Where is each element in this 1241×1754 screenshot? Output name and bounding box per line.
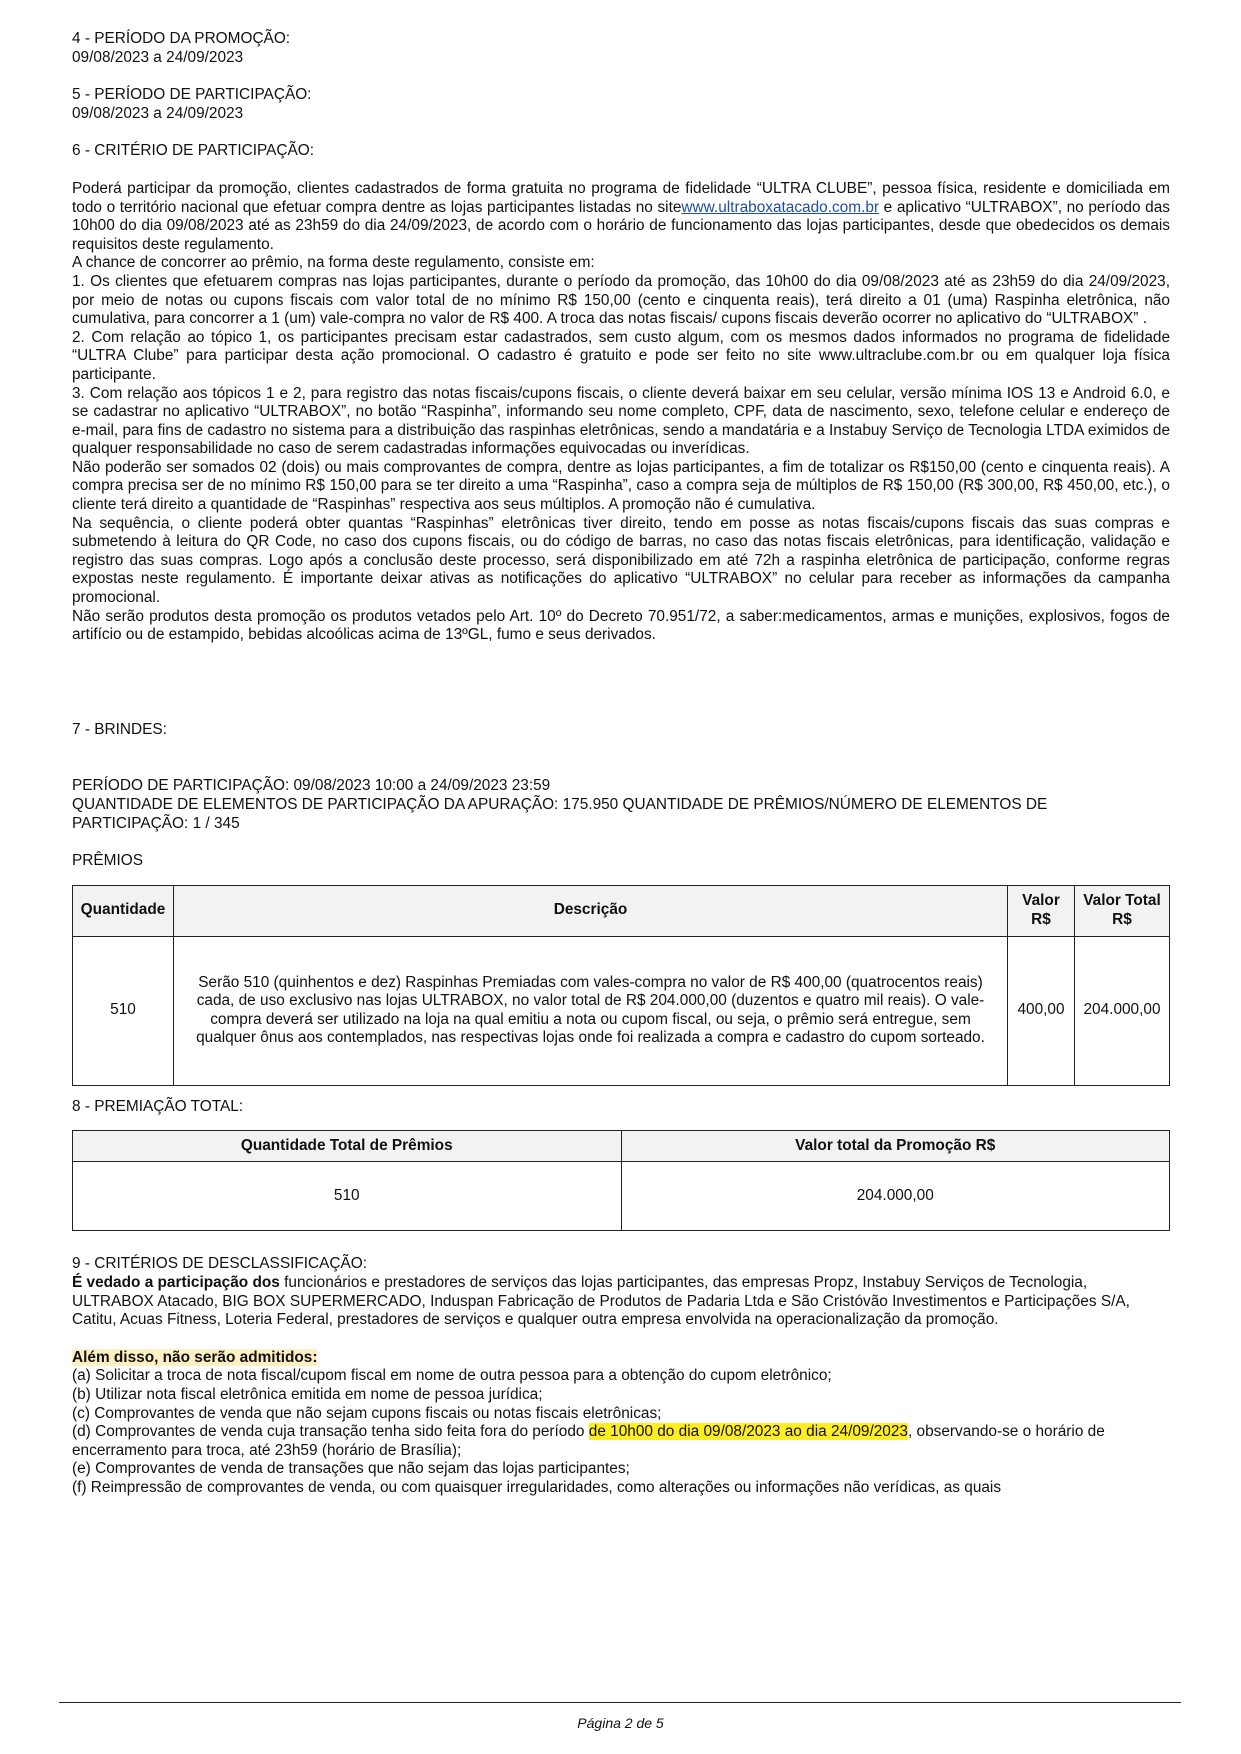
ultrabox-site-link[interactable]: www.ultraboxatacado.com.br [681,198,880,216]
paragraph-text: Poderá participar da promoção, clientes cadastrados de forma gratuita no programa de fidelidade “ULTRA CLUBE”, pessoa física, residente e domiciliada em todo o território nacional que efetuar compra dentre as lojas participantes listadas no site [72,179,1170,216]
footer-divider [59,1702,1181,1703]
section-6-title: 6 - CRITÉRIO DE PARTICIPAÇÃO: [72,142,315,160]
criterion-f: (f) Reimpressão de comprovantes de venda, ou com quaisquer irregularidades, como alterações ou informações não verídicas, as quais [72,1478,1002,1496]
bold-lead: É vedado a participação dos [72,1273,280,1291]
highlighted-heading: Além disso, não serão admitidos: [72,1348,318,1366]
table-row [73,936,1170,1085]
header-valor-total: Valor Total R$ [1075,885,1170,936]
criterion-c: (c) Comprovantes de venda que não sejam cupons fiscais ou notas fiscais eletrônicas; [72,1404,662,1422]
section-9-paragraph-1 [72,1274,1170,1330]
header-descricao: Descrição [174,885,1008,936]
section-5-value: 09/08/2023 a 24/09/2023 [72,104,244,122]
criterion-d-text: (d) Comprovantes de venda cuja transação tenha sido feita fora do período [72,1423,589,1441]
section-8-title: 8 - PREMIAÇÃO TOTAL: [72,1097,244,1115]
criterion-a: (a) Solicitar a troca de nota fiscal/cupom fiscal em nome de outra pessoa para a obtenção do cupom eletrônico; [72,1367,832,1385]
section-6-paragraph-8: Não serão produtos desta promoção os produtos vetados pelo Art. 10º do Decreto 70.951/72, a saber:medicamentos, armas e munições, explosivos, fogos de artifício ou de estampido, bebidas alcoólicas acima de 13ºGL, fumo e seus derivados. [72,607,1170,644]
cell-valor-total: 204.000,00 [1075,936,1170,1085]
document-page [72,30,1170,1498]
cell-descricao: Serão 510 (quinhentos e dez) Raspinhas Premiadas com vales-compra no valor de R$ 400,00 (quatrocentos reais) cada, de uso exclusivo nas lojas ULTRABOX, no valor total de R$ 204.000,00 (duzentos e quatro mil reais). O vale-compra deverá ser utilizado na loja na qual emitiu a nota ou cupom fiscal, ou seja, o prêmio será entregue, sem qualquer ônus aos contemplados, nas respectivas lojas onde foi realizada a compra e cadastro do cupom sorteado. [174,936,1008,1085]
cell-quantidade-total: 510 [73,1162,622,1231]
section-6-paragraph-1 [72,180,1170,254]
page-number: Página 2 de 5 [577,1715,664,1731]
header-valor: Valor R$ [1008,885,1075,936]
section-7-title: 7 - BRINDES: [72,720,167,738]
alem-disso-heading [72,1349,1170,1368]
section-6-paragraph-6: Não poderão ser somados 02 (dois) ou mais comprovantes de compra, dentre as lojas participantes, a fim de totalizar os R$150,00 (cento e cinquenta reais). A compra precisa ser de no mínimo R$ 150,00 para se ter direito a uma “Raspinha”, caso a compra seja de múltiplos de R$ 150,00 (R$ 300,00, R$ 450,00, etc.), o cliente terá direito a quantidade de “Raspinhas” respectiva aos seus múltiplos. A promoção não é cumulativa. [72,458,1170,514]
section-5-title: 5 - PERÍODO DE PARTICIPAÇÃO: [72,86,312,104]
table-header-row [73,885,1170,936]
section-7-quantities: QUANTIDADE DE ELEMENTOS DE PARTICIPAÇÃO DA APURAÇÃO: 175.950 QUANTIDADE DE PRÊMIOS/NÚMERO DE ELEMENTOS DE PARTICIPAÇÃO: 1 / 345 [72,796,1048,832]
section-6-paragraph-3: 1. Os clientes que efetuarem compras nas lojas participantes, durante o período da promoção, das 10h00 do dia 09/08/2023 até as 23h59 do dia 24/09/2023, por meio de notas ou cupons fiscais com valor total de no mínimo R$ 150,00 (cento e cinquenta reais), terá direito a 01 (uma) Raspinha eletrônica, não cumulativa, para concorrer a 1 (um) vale-compra no valor de R$ 400. A troca das notas fiscais/ cupons fiscais deverão ocorrer no aplicativo do “ULTRABOX” . [72,272,1170,328]
paragraph-text: e aplicativo “ULTRABOX”, no período das 10h00 do dia 09/08/2023 até as 23h59 do dia 24/09/2023, de acordo com o horário de funcionamento das lojas participantes, desde que obedecidos os demais requisitos deste regulamento. [72,198,1170,253]
section-9-title: 9 - CRITÉRIOS DE DESCLASSIFICAÇÃO: [72,1255,368,1273]
cell-valor: 400,00 [1008,936,1075,1085]
paragraph-text: funcionários e prestadores de serviços das lojas participantes, das empresas Propz, Instabuy Serviços de Tecnologia, ULTRABOX Atacado, BIG BOX SUPERMERCADO, Induspan Fabricação de Produtos de Padaria Ltda e São Cristóvão Investimentos e Participações S/A, Catitu, Acuas Fitness, Loteria Federal, prestadores de serviços e qualquer outra empresa envolvida na operacionalização da promoção. [72,1273,1130,1329]
table-row [73,1162,1170,1231]
section-6-paragraph-7: Na sequência, o cliente poderá obter quantas “Raspinhas” eletrônicas tiver direito, tendo em posse as notas fiscais/cupons fiscais das suas compras e submetendo à leitura do QR Code, no caso dos cupons fiscais, ou do código de barras, no caso das notas fiscais eletrônicas, para identificação, validação e registro das suas compras. Logo após a conclusão deste processo, será disponibilizado em até 72h a raspinha eletrônica de participação, conforme regras expostas neste regulamento. É importante deixar ativas as notificações do aplicativo “ULTRABOX” no celular para receber as informações da campanha promocional. [72,514,1170,607]
section-6-paragraph-4: 2. Com relação ao tópico 1, os participantes precisam estar cadastrados, sem custo algum, com os mesmos dados informados no programa de fidelidade “ULTRA Clube” para participar desta ação promocional. O cadastro é gratuito e pode ser feito no site www.ultraclube.com.br ou em qualquer loja física participante. [72,328,1170,383]
highlighted-period: de 10h00 do dia 09/08/2023 ao dia 24/09/2023 [588,1423,908,1441]
section-6-paragraph-2: A chance de concorrer ao prêmio, na forma deste regulamento, consiste em: [72,254,595,272]
criterion-d [72,1423,1170,1460]
header-valor-total-promocao: Valor total da Promoção R$ [621,1131,1170,1162]
header-quantidade-total: Quantidade Total de Prêmios [73,1131,622,1162]
premios-label: PRÊMIOS [72,852,143,870]
criterion-b: (b) Utilizar nota fiscal eletrônica emitida em nome de pessoa jurídica; [72,1385,543,1403]
section-4-title: 4 - PERÍODO DA PROMOÇÃO: [72,30,291,47]
criterion-d-text-end: , observando-se o horário de encerramento para troca, até 23h59 (horário de Brasília); [72,1423,1105,1459]
header-quantidade: Quantidade [73,885,174,936]
prizes-table [72,885,1170,1086]
section-7-period: PERÍODO DE PARTICIPAÇÃO: 09/08/2023 10:00 a 24/09/2023 23:59 [72,777,551,795]
cell-quantidade: 510 [73,936,174,1085]
section-6-paragraph-5: 3. Com relação aos tópicos 1 e 2, para registro das notas fiscais/cupons fiscais, o cliente deverá baixar em seu celular, versão mínima IOS 13 e Android 6.0, e se cadastrar no aplicativo “ULTRABOX”, no botão “Raspinha”, informando seu nome completo, CPF, data de nascimento, sexo, telefone celular e endereço de e-mail, para fins de cadastro no sistema para a distribuição das raspinhas eletrônicas, sendo a mandatária e a Instabuy Serviço de Tecnologia LTDA eximidos de qualquer responsabilidade no caso de serem cadastradas informações equivocadas ou inverídicas. [72,384,1170,458]
criterion-e: (e) Comprovantes de venda de transações que não sejam das lojas participantes; [72,1460,630,1478]
table-header-row [73,1131,1170,1162]
section-4-value: 09/08/2023 a 24/09/2023 [72,48,244,66]
cell-valor-total-promocao: 204.000,00 [621,1162,1170,1231]
total-prize-table [72,1130,1170,1231]
